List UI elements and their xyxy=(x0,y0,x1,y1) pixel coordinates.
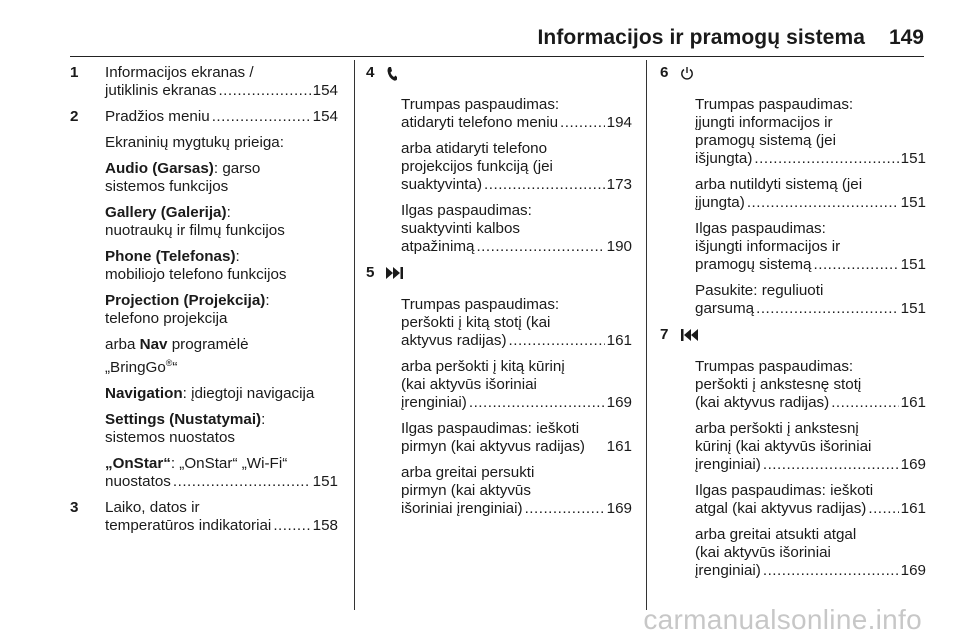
column-divider xyxy=(354,60,355,610)
page-title: Informacijos ir pramogų sistema xyxy=(537,26,865,49)
toc-line[interactable]: atgal (kai aktyvus radijas) ..... 161 xyxy=(695,500,926,518)
entry-1 xyxy=(70,64,338,100)
entry-7 xyxy=(660,326,926,580)
toc-block: Ilgas paspaudimas: ieškoti atgal (kai aktyvus radijas) ..... 161 xyxy=(695,482,926,518)
toc-line[interactable]: suaktyvinta) ..... 173 xyxy=(401,176,632,194)
page-ref[interactable]: 151 xyxy=(900,194,926,211)
next-track-icon xyxy=(386,266,404,280)
navigation-item: Navigation: įdiegtoji navigacija xyxy=(105,385,315,403)
page-ref[interactable]: 169 xyxy=(900,456,926,473)
toc-block: Trumpas paspaudimas: įjungti informacijos ir pramogų sistemą (jei išjungta) ..... 151 xyxy=(695,96,926,168)
entry-number: 6 xyxy=(660,64,669,81)
toc-block: arba atidaryti telefono projekcijos funkciją (jei suaktyvinta) ..... 173 xyxy=(401,140,632,194)
page-ref[interactable]: 169 xyxy=(900,562,926,579)
column-2 xyxy=(366,64,632,526)
entry-4 xyxy=(366,64,632,256)
page-ref[interactable]: 151 xyxy=(900,150,926,167)
entry-number: 5 xyxy=(366,264,375,281)
toc-block: Ilgas paspaudimas: suaktyvinti kalbos atpažinimą ..... 190 xyxy=(401,202,632,256)
entry-number: 2 xyxy=(70,108,79,125)
toc-line[interactable]: įrenginiai) ..... 169 xyxy=(401,394,632,412)
entry-6 xyxy=(660,64,926,318)
previous-track-icon xyxy=(680,328,698,342)
toc-line[interactable]: įjungta) ..... 151 xyxy=(695,194,926,212)
intro-text: Ekraninių mygtukų prieiga: xyxy=(105,134,284,151)
page-ref[interactable]: 161 xyxy=(606,332,632,349)
audio-item: Audio (Garsas): garso sistemos funkcijos xyxy=(105,160,261,195)
page-ref[interactable]: 169 xyxy=(606,394,632,411)
page-ref[interactable]: 194 xyxy=(606,114,632,131)
toc-line[interactable]: išoriniai įrenginiai) ..... 169 xyxy=(401,500,632,518)
toc-block: Trumpas paspaudimas: peršokti į kitą stotį (kai aktyvus radijas) ..... 161 xyxy=(401,296,632,350)
onstar-item: „OnStar“: „OnStar“ „Wi-Fi“ nuostatos ..... 151 xyxy=(105,455,338,491)
entry-number: 1 xyxy=(70,64,79,81)
entry-number: 4 xyxy=(366,64,375,81)
toc-block: Ilgas paspaudimas: išjungti informacijos ir pramogų sistemą ..... 151 xyxy=(695,220,926,274)
nav-item: arba Nav programėlė „BringGo®“ xyxy=(105,336,249,377)
toc-block: Pasukite: reguliuoti garsumą ..... 151 xyxy=(695,282,926,318)
power-icon xyxy=(680,66,694,81)
entry-number: 7 xyxy=(660,326,669,343)
header-rule xyxy=(70,56,924,57)
page-ref[interactable]: 190 xyxy=(606,238,632,255)
page-ref[interactable]: 154 xyxy=(312,82,338,99)
column-1 xyxy=(70,64,338,535)
page-ref[interactable]: 161 xyxy=(900,394,926,411)
toc-line[interactable]: temperatūros indikatoriai ..... 158 xyxy=(105,517,338,535)
toc-line[interactable]: įrenginiai) ..... 169 xyxy=(695,562,926,580)
toc-line[interactable]: Pradžios meniu ..... 154 xyxy=(105,108,338,126)
toc-block: arba nutildyti sistemą (jei įjungta) ..... 151 xyxy=(695,176,926,212)
toc-block: Trumpas paspaudimas: peršokti į ankstesnę stotį (kai aktyvus radijas) ..... 161 xyxy=(695,358,926,412)
page-ref[interactable]: 154 xyxy=(312,108,338,125)
phone-item: Phone (Telefonas): mobiliojo telefono funkcijos xyxy=(105,248,287,283)
entry-2 xyxy=(70,108,338,491)
toc-line[interactable]: atpažinimą ..... 190 xyxy=(401,238,632,256)
toc-line[interactable]: aktyvus radijas) ..... 161 xyxy=(401,332,632,350)
column-3 xyxy=(660,64,926,588)
toc-line[interactable]: (kai aktyvus radijas) ..... 161 xyxy=(695,394,926,412)
toc-block: Ilgas paspaudimas: ieškoti pirmyn (kai aktyvus radijas) 161 xyxy=(401,420,632,455)
toc-line[interactable]: išjungta) ..... 151 xyxy=(695,150,926,168)
entry-number: 3 xyxy=(70,499,79,517)
toc-block: arba peršokti į kitą kūrinį (kai aktyvūs išoriniai įrenginiai) ..... 169 xyxy=(401,358,632,412)
toc-block: arba greitai persukti pirmyn (kai aktyvūs išoriniai įrenginiai) ..... 169 xyxy=(401,464,632,518)
page-ref[interactable]: 151 xyxy=(900,256,926,273)
page-ref[interactable]: 151 xyxy=(312,473,338,491)
entry-5 xyxy=(366,264,632,518)
page-ref[interactable]: 151 xyxy=(900,300,926,317)
toc-block: Trumpas paspaudimas: atidaryti telefono meniu ..... 194 xyxy=(401,96,632,132)
phone-icon xyxy=(386,66,398,82)
page-ref[interactable]: 169 xyxy=(606,500,632,517)
settings-item: Settings (Nustatymai): sistemos nuostatos xyxy=(105,411,266,447)
page-number: 149 xyxy=(888,26,924,49)
page-ref[interactable]: 161 xyxy=(606,438,632,455)
page-ref[interactable]: 158 xyxy=(312,517,338,535)
page-ref[interactable]: 173 xyxy=(606,176,632,193)
projection-item: Projection (Projekcija): telefono projekcija xyxy=(105,292,270,327)
watermark: carmanualsonline.info xyxy=(643,604,922,635)
entry-text: Informacijos ekranas / xyxy=(105,64,254,81)
toc-block: arba greitai atsukti atgal (kai aktyvūs išoriniai įrenginiai) ..... 169 xyxy=(695,526,926,580)
toc-line[interactable]: pramogų sistemą ..... 151 xyxy=(695,256,926,274)
entry-3: 3 Laiko, datos ir temperatūros indikatoriai ..... 158 xyxy=(70,499,338,535)
toc-line[interactable]: pirmyn (kai aktyvus radijas) 161 xyxy=(401,438,632,455)
page-header xyxy=(0,0,960,60)
toc-line[interactable]: garsumą ..... 151 xyxy=(695,300,926,318)
toc-line[interactable]: atidaryti telefono meniu ..... 194 xyxy=(401,114,632,132)
page-ref[interactable]: 161 xyxy=(900,500,926,517)
toc-line[interactable]: nuostatos ..... 151 xyxy=(105,473,338,491)
toc-line[interactable]: jutiklinis ekranas ..... 154 xyxy=(105,82,338,100)
toc-block: arba peršokti į ankstesnį kūrinį (kai aktyvūs išoriniai įrenginiai) ..... 169 xyxy=(695,420,926,474)
gallery-item: Gallery (Galerija): nuotraukų ir filmų funkcijos xyxy=(105,204,285,239)
column-divider xyxy=(646,60,647,610)
toc-line[interactable]: įrenginiai) ..... 169 xyxy=(695,456,926,474)
